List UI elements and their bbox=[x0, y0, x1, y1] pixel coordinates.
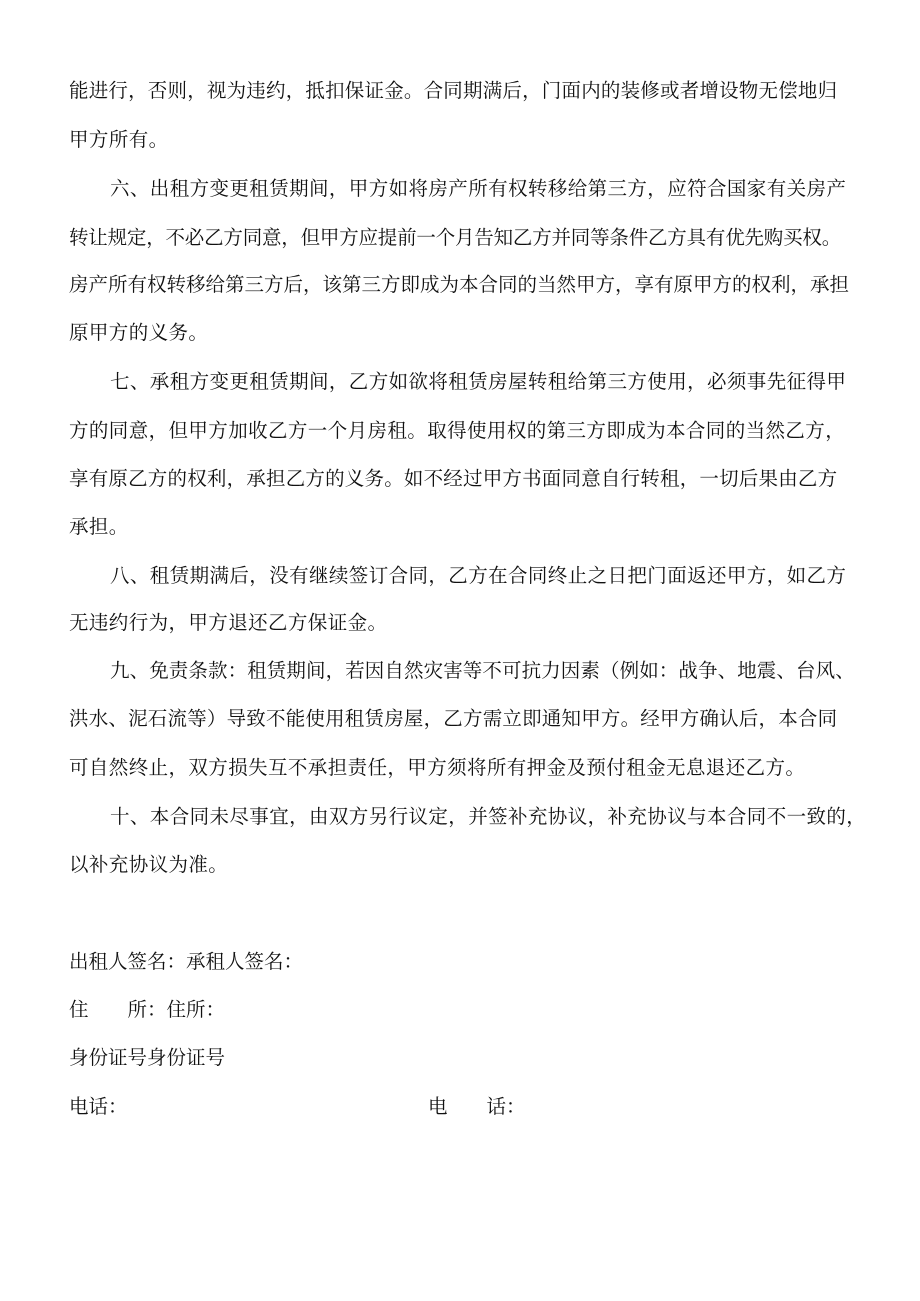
clause-ten-line: 十、本合同未尽事宜，由双方另行议定，并签补充协议，补充协议与本合同不一致的， bbox=[110, 805, 867, 828]
clause-six-line: 六、出租方变更租赁期间，甲方如将房产所有权转移给第三方，应符合国家有关房产 bbox=[110, 177, 847, 200]
clause-eight-line: 八、租赁期满后，没有继续签订合同，乙方在合同终止之日把门面返还甲方，如乙方 bbox=[110, 564, 847, 587]
clause-nine-line: 九、免责条款：租赁期间，若因自然灾害等不可抗力因素（例如：战争、地震、台风、 bbox=[110, 659, 855, 682]
text-line: 原甲方的义务。 bbox=[69, 321, 209, 344]
text-line: 承担。 bbox=[69, 515, 129, 538]
address-line: 住 所：住所： bbox=[69, 998, 226, 1021]
text-line: 洪水、泥石流等）导致不能使用租赁房屋，乙方需立即通知甲方。经甲方确认后，本合同 bbox=[69, 707, 838, 730]
text-line: 能进行，否则，视为违约，抵扣保证金。合同期满后，门面内的装修或者增设物无偿地归 bbox=[69, 79, 838, 102]
clause-seven-line: 七、承租方变更租赁期间，乙方如欲将租赁房屋转租给第三方使用，必须事先征得甲 bbox=[110, 370, 847, 393]
signature-names-line: 出租人签名：承租人签名： bbox=[69, 950, 304, 973]
text-line: 甲方所有。 bbox=[69, 128, 169, 151]
text-line: 房产所有权转移给第三方后，该第三方即成为本合同的当然甲方，享有原甲方的权利，承担 bbox=[69, 273, 850, 296]
text-line: 转让规定，不必乙方同意，但甲方应提前一个月告知乙方并同等条件乙方具有优先购买权。 bbox=[69, 226, 842, 249]
text-line: 享有原乙方的权利，承担乙方的义务。如不经过甲方书面同意自行转租，一切后果由乙方 bbox=[69, 467, 838, 490]
text-line: 可自然终止，双方损失互不承担责任，甲方须将所有押金及预付租金无息退还乙方。 bbox=[69, 756, 806, 779]
text-line: 无违约行为，甲方退还乙方保证金。 bbox=[69, 611, 388, 634]
phone-right-label: 电 话： bbox=[428, 1095, 526, 1118]
text-line: 以补充协议为准。 bbox=[69, 853, 229, 876]
id-number-line: 身份证号身份证号 bbox=[69, 1046, 226, 1069]
phone-left-label: 电话： bbox=[69, 1095, 128, 1118]
text-line: 方的同意，但甲方加收乙方一个月房租。取得使用权的第三方即成为本合同的当然乙方， bbox=[69, 419, 846, 442]
